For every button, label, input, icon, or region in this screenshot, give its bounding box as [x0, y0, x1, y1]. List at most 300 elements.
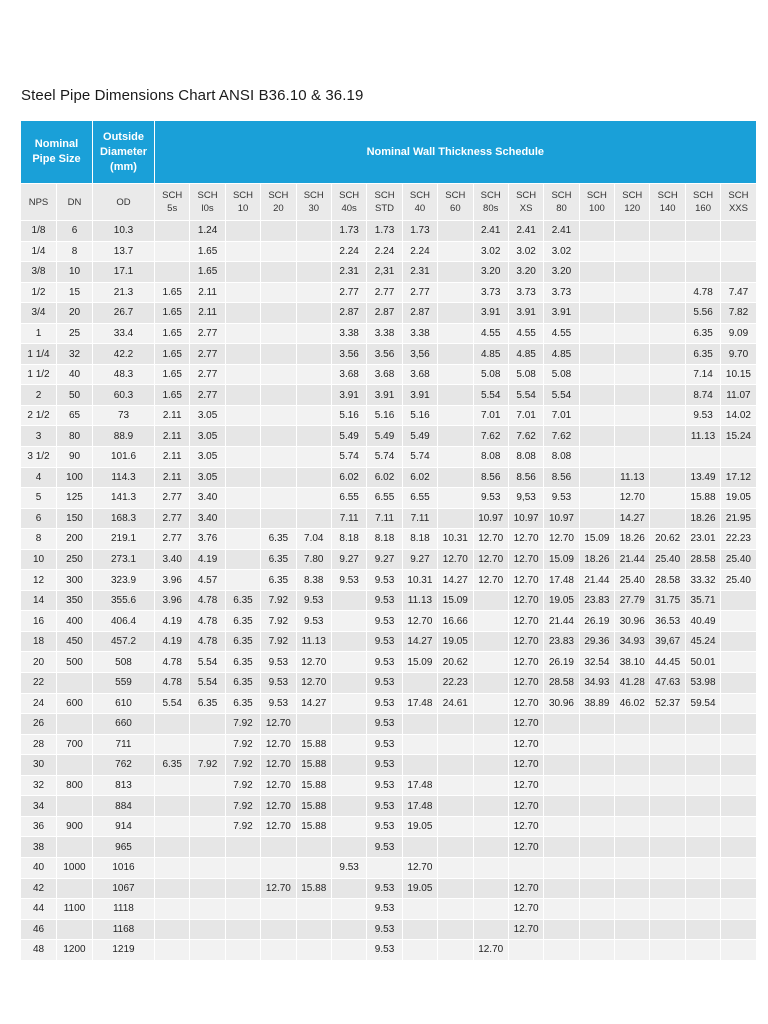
thickness-cell: 15.09 — [402, 652, 437, 673]
thickness-cell — [650, 344, 685, 365]
table-row — [21, 570, 757, 591]
thickness-cell — [615, 899, 650, 920]
thickness-cell: 15.88 — [296, 755, 331, 776]
thickness-cell — [579, 796, 614, 817]
thickness-cell — [225, 221, 260, 242]
thickness-cell: 3.96 — [155, 570, 190, 591]
dn-cell — [57, 755, 93, 776]
thickness-cell — [650, 405, 685, 426]
schedule-header-prefix: SCH — [162, 190, 183, 201]
dn-cell: 8 — [57, 241, 93, 262]
thickness-cell — [650, 899, 685, 920]
thickness-cell: 19.05 — [721, 488, 756, 509]
thickness-cell: 38.10 — [615, 652, 650, 673]
thickness-cell — [296, 447, 331, 468]
nps-cell: 1 1/4 — [21, 344, 57, 365]
thickness-cell: 10.97 — [473, 508, 508, 529]
thickness-cell: 7.11 — [367, 508, 402, 529]
thickness-cell — [438, 734, 473, 755]
thickness-cell: 9.70 — [721, 344, 756, 365]
thickness-cell: 7.92 — [261, 631, 296, 652]
thickness-cell: 9.53 — [685, 405, 720, 426]
schedule-header — [438, 184, 473, 221]
thickness-cell: 40.49 — [685, 611, 720, 632]
thickness-cell — [331, 919, 366, 940]
thickness-cell: 7.92 — [225, 796, 260, 817]
nps-cell: 1/8 — [21, 221, 57, 242]
thickness-cell — [615, 241, 650, 262]
thickness-cell: 9.53 — [367, 693, 402, 714]
nps-cell: 38 — [21, 837, 57, 858]
thickness-cell — [544, 816, 579, 837]
thickness-cell: 33.32 — [685, 570, 720, 591]
thickness-cell: 22.23 — [438, 673, 473, 694]
thickness-cell: 1.73 — [402, 221, 437, 242]
thickness-cell — [650, 426, 685, 447]
thickness-cell: 4.78 — [190, 611, 225, 632]
thickness-cell: 11.13 — [296, 631, 331, 652]
thickness-cell: 9.53 — [367, 570, 402, 591]
thickness-cell — [473, 714, 508, 735]
thickness-cell — [438, 837, 473, 858]
thickness-cell: 12.70 — [508, 796, 543, 817]
thickness-cell — [331, 611, 366, 632]
thickness-cell — [225, 241, 260, 262]
thickness-cell — [331, 590, 366, 611]
table-row — [21, 549, 757, 570]
thickness-cell — [685, 734, 720, 755]
thickness-cell: 14.27 — [438, 570, 473, 591]
thickness-cell: 6.02 — [367, 467, 402, 488]
thickness-cell: 12.70 — [508, 549, 543, 570]
thickness-cell — [615, 857, 650, 878]
nps-cell: 3 1/2 — [21, 447, 57, 468]
thickness-cell: 12.70 — [615, 488, 650, 509]
thickness-cell — [261, 467, 296, 488]
thickness-cell: 16.66 — [438, 611, 473, 632]
thickness-cell: 25.40 — [721, 549, 756, 570]
thickness-cell — [402, 837, 437, 858]
thickness-cell — [473, 611, 508, 632]
nps-cell: 8 — [21, 529, 57, 550]
thickness-cell — [579, 755, 614, 776]
dn-cell: 800 — [57, 775, 93, 796]
thickness-cell: 32.54 — [579, 652, 614, 673]
thickness-cell: 10.97 — [508, 508, 543, 529]
od-cell: 114.3 — [93, 467, 155, 488]
thickness-cell: 2.24 — [367, 241, 402, 262]
thickness-cell — [155, 775, 190, 796]
thickness-cell: 2.41 — [544, 221, 579, 242]
schedule-header — [225, 184, 260, 221]
table-row — [21, 796, 757, 817]
thickness-cell — [296, 919, 331, 940]
thickness-cell — [261, 262, 296, 283]
thickness-cell: 6.35 — [190, 693, 225, 714]
thickness-cell — [615, 775, 650, 796]
thickness-cell — [544, 857, 579, 878]
thickness-cell — [685, 262, 720, 283]
schedule-header — [508, 184, 543, 221]
thickness-cell — [650, 755, 685, 776]
thickness-cell: 2.77 — [367, 282, 402, 303]
dn-cell: 25 — [57, 323, 93, 344]
thickness-cell — [296, 940, 331, 961]
od-cell: 88.9 — [93, 426, 155, 447]
thickness-cell — [650, 303, 685, 324]
thickness-cell: 12.70 — [508, 570, 543, 591]
nps-cell: 48 — [21, 940, 57, 961]
table-row — [21, 385, 757, 406]
thickness-cell: 8.08 — [473, 447, 508, 468]
thickness-cell — [721, 940, 756, 961]
thickness-cell: 3.40 — [190, 488, 225, 509]
thickness-cell: 25.40 — [615, 570, 650, 591]
thickness-cell — [190, 899, 225, 920]
thickness-cell: 8.74 — [685, 385, 720, 406]
thickness-cell: 7.11 — [331, 508, 366, 529]
thickness-cell — [615, 919, 650, 940]
thickness-cell — [438, 221, 473, 242]
thickness-cell — [331, 734, 366, 755]
schedule-header — [261, 184, 296, 221]
thickness-cell: 24.61 — [438, 693, 473, 714]
nps-cell: 46 — [21, 919, 57, 940]
schedule-header-prefix: SCH — [409, 190, 430, 201]
dn-cell: 400 — [57, 611, 93, 632]
thickness-cell: 2.11 — [155, 405, 190, 426]
thickness-cell — [155, 899, 190, 920]
thickness-cell: 4.19 — [190, 549, 225, 570]
schedule-header-prefix: SCH — [516, 190, 537, 201]
thickness-cell: 14.27 — [615, 508, 650, 529]
od-cell: 610 — [93, 693, 155, 714]
table-row — [21, 878, 757, 899]
thickness-cell — [296, 714, 331, 735]
thickness-cell: 53.98 — [685, 673, 720, 694]
thickness-cell: 9.53 — [367, 940, 402, 961]
thickness-cell — [685, 755, 720, 776]
table-row — [21, 344, 757, 365]
thickness-cell — [650, 919, 685, 940]
thickness-cell: 12.70 — [261, 878, 296, 899]
thickness-cell — [721, 919, 756, 940]
thickness-cell — [331, 631, 366, 652]
thickness-cell: 12.70 — [402, 857, 437, 878]
thickness-cell — [579, 364, 614, 385]
thickness-cell — [579, 447, 614, 468]
thickness-cell — [261, 426, 296, 447]
dn-cell: 500 — [57, 652, 93, 673]
thickness-cell — [650, 816, 685, 837]
thickness-cell — [190, 796, 225, 817]
thickness-cell: 11.13 — [685, 426, 720, 447]
thickness-cell: 7.11 — [402, 508, 437, 529]
nps-cell: 14 — [21, 590, 57, 611]
thickness-cell: 5.16 — [331, 405, 366, 426]
table-row — [21, 816, 757, 837]
thickness-cell: 6.35 — [225, 590, 260, 611]
thickness-cell: 9.53 — [261, 693, 296, 714]
thickness-cell: 1.65 — [155, 282, 190, 303]
nps-cell: 26 — [21, 714, 57, 735]
od-cell: 965 — [93, 837, 155, 858]
thickness-cell: 4.78 — [685, 282, 720, 303]
thickness-cell: 5.08 — [508, 364, 543, 385]
thickness-cell: 2.77 — [331, 282, 366, 303]
thickness-cell — [685, 796, 720, 817]
thickness-cell — [721, 652, 756, 673]
thickness-cell: 12.70 — [508, 611, 543, 632]
od-cell: 406.4 — [93, 611, 155, 632]
thickness-cell: 15.88 — [296, 796, 331, 817]
thickness-cell — [438, 282, 473, 303]
thickness-cell — [544, 837, 579, 858]
thickness-cell: 3.38 — [331, 323, 366, 344]
thickness-cell — [685, 837, 720, 858]
dn-cell: 900 — [57, 816, 93, 837]
thickness-cell: 30.96 — [615, 611, 650, 632]
nps-cell: 44 — [21, 899, 57, 920]
od-cell: 660 — [93, 714, 155, 735]
thickness-cell — [261, 857, 296, 878]
thickness-cell: 9.53 — [367, 919, 402, 940]
thickness-cell: 9.53 — [544, 488, 579, 509]
thickness-cell: 12.70 — [473, 570, 508, 591]
thickness-cell — [225, 447, 260, 468]
schedule-header-prefix: SCH — [622, 190, 643, 201]
thickness-cell — [721, 221, 756, 242]
thickness-cell — [721, 796, 756, 817]
thickness-cell — [579, 282, 614, 303]
thickness-cell: 7.92 — [225, 714, 260, 735]
schedule-header — [579, 184, 614, 221]
thickness-cell: 1.65 — [155, 344, 190, 365]
thickness-cell — [225, 405, 260, 426]
thickness-cell — [190, 919, 225, 940]
thickness-cell: 2.11 — [155, 426, 190, 447]
thickness-cell: 12.70 — [261, 775, 296, 796]
nps-cell: 3/4 — [21, 303, 57, 324]
thickness-cell — [155, 878, 190, 899]
dn-cell: 80 — [57, 426, 93, 447]
thickness-cell: 3.68 — [402, 364, 437, 385]
thickness-cell — [473, 899, 508, 920]
thickness-cell: 6.35 — [225, 673, 260, 694]
thickness-cell — [615, 940, 650, 961]
dn-cell: 15 — [57, 282, 93, 303]
schedule-header-code: 100 — [588, 203, 605, 214]
thickness-cell — [438, 488, 473, 509]
thickness-cell: 6.55 — [331, 488, 366, 509]
thickness-cell — [650, 241, 685, 262]
schedule-header-code: 40s — [341, 203, 357, 214]
thickness-cell — [190, 940, 225, 961]
thickness-cell: 7.62 — [544, 426, 579, 447]
od-cell: 914 — [93, 816, 155, 837]
nps-cell: 3/8 — [21, 262, 57, 283]
thickness-cell: 4.55 — [508, 323, 543, 344]
thickness-cell — [650, 837, 685, 858]
od-cell: 101.6 — [93, 447, 155, 468]
thickness-cell — [579, 940, 614, 961]
thickness-cell: 3.91 — [331, 385, 366, 406]
nps-cell: 32 — [21, 775, 57, 796]
thickness-cell — [402, 734, 437, 755]
nps-cell: 22 — [21, 673, 57, 694]
table-row — [21, 405, 757, 426]
thickness-cell: 4.78 — [190, 590, 225, 611]
thickness-cell — [650, 221, 685, 242]
nps-cell: 6 — [21, 508, 57, 529]
thickness-cell: 4.78 — [190, 631, 225, 652]
thickness-cell — [331, 693, 366, 714]
thickness-cell: 12.70 — [296, 652, 331, 673]
thickness-cell: 11.07 — [721, 385, 756, 406]
thickness-cell: 9.27 — [402, 549, 437, 570]
table-row — [21, 303, 757, 324]
thickness-cell — [402, 899, 437, 920]
thickness-cell — [650, 508, 685, 529]
thickness-cell — [721, 755, 756, 776]
od-cell: 1168 — [93, 919, 155, 940]
thickness-cell — [615, 755, 650, 776]
dn-cell: 600 — [57, 693, 93, 714]
od-cell: 13.7 — [93, 241, 155, 262]
thickness-cell: 3.20 — [473, 262, 508, 283]
thickness-cell: 15.24 — [721, 426, 756, 447]
thickness-cell: 6.35 — [225, 652, 260, 673]
thickness-cell: 7.62 — [473, 426, 508, 447]
thickness-cell: 5.49 — [331, 426, 366, 447]
thickness-cell: 3.05 — [190, 426, 225, 447]
thickness-cell — [225, 426, 260, 447]
od-cell: 323.9 — [93, 570, 155, 591]
od-cell: 42.2 — [93, 344, 155, 365]
thickness-cell: 30.96 — [544, 693, 579, 714]
thickness-cell — [438, 241, 473, 262]
thickness-cell — [615, 447, 650, 468]
thickness-cell: 21.44 — [544, 611, 579, 632]
nps-cell: 12 — [21, 570, 57, 591]
thickness-cell: 5.74 — [367, 447, 402, 468]
thickness-cell: 3.91 — [367, 385, 402, 406]
table-row — [21, 693, 757, 714]
thickness-cell: 45.24 — [685, 631, 720, 652]
schedule-header — [473, 184, 508, 221]
schedule-header — [402, 184, 437, 221]
thickness-cell — [225, 364, 260, 385]
thickness-cell — [225, 837, 260, 858]
table-row — [21, 508, 757, 529]
dn-cell: 6 — [57, 221, 93, 242]
thickness-cell — [225, 508, 260, 529]
thickness-cell: 18.26 — [615, 529, 650, 550]
thickness-cell: 3.40 — [155, 549, 190, 570]
thickness-cell — [508, 940, 543, 961]
schedule-header — [190, 184, 225, 221]
thickness-cell — [331, 652, 366, 673]
thickness-cell: 12.70 — [508, 529, 543, 550]
thickness-cell: 4.19 — [155, 611, 190, 632]
thickness-cell: 6.35 — [225, 611, 260, 632]
nps-cell: 1 — [21, 323, 57, 344]
thickness-cell: 5.54 — [508, 385, 543, 406]
thickness-cell — [579, 405, 614, 426]
thickness-cell — [438, 405, 473, 426]
od-cell: 813 — [93, 775, 155, 796]
thickness-cell: 15.09 — [438, 590, 473, 611]
thickness-cell: 3.91 — [544, 303, 579, 324]
thickness-cell — [296, 857, 331, 878]
thickness-cell — [615, 344, 650, 365]
thickness-cell: 3.56 — [331, 344, 366, 365]
table-row — [21, 426, 757, 447]
dn-cell — [57, 878, 93, 899]
thickness-cell — [438, 857, 473, 878]
thickness-cell — [296, 488, 331, 509]
thickness-cell — [261, 221, 296, 242]
thickness-cell — [473, 837, 508, 858]
thickness-cell: 7.92 — [225, 775, 260, 796]
thickness-cell — [685, 940, 720, 961]
thickness-cell: 2,31 — [367, 262, 402, 283]
thickness-cell — [331, 775, 366, 796]
thickness-cell: 12.70 — [508, 590, 543, 611]
thickness-cell: 12.70 — [261, 714, 296, 735]
thickness-cell: 18.26 — [685, 508, 720, 529]
table-row — [21, 673, 757, 694]
thickness-cell — [650, 714, 685, 735]
thickness-cell — [261, 385, 296, 406]
dn-cell: 65 — [57, 405, 93, 426]
thickness-cell: 6.35 — [225, 631, 260, 652]
thickness-cell: 2.77 — [155, 529, 190, 550]
thickness-cell: 2.11 — [155, 467, 190, 488]
schedule-header-code: 80 — [556, 203, 567, 214]
thickness-cell: 3.05 — [190, 447, 225, 468]
thickness-cell — [721, 631, 756, 652]
thickness-cell: 3,56 — [402, 344, 437, 365]
table-row — [21, 590, 757, 611]
thickness-cell: 17.12 — [721, 467, 756, 488]
nps-cell: 2 — [21, 385, 57, 406]
thickness-cell: 7.92 — [261, 590, 296, 611]
schedule-header-code: 120 — [624, 203, 641, 214]
thickness-cell: 8.08 — [544, 447, 579, 468]
thickness-cell: 7.01 — [473, 405, 508, 426]
schedule-header-code: XS — [519, 203, 533, 214]
thickness-cell: 7.01 — [544, 405, 579, 426]
thickness-cell: 6.55 — [402, 488, 437, 509]
thickness-cell: 11.13 — [402, 590, 437, 611]
thickness-cell — [579, 816, 614, 837]
schedule-header-code: 160 — [695, 203, 711, 214]
thickness-cell: 2.77 — [155, 508, 190, 529]
thickness-cell — [155, 857, 190, 878]
thickness-cell: 27.79 — [615, 590, 650, 611]
thickness-cell — [190, 714, 225, 735]
thickness-cell — [155, 221, 190, 242]
nps-cell: 1/4 — [21, 241, 57, 262]
thickness-cell — [296, 426, 331, 447]
thickness-cell — [721, 714, 756, 735]
thickness-cell: 9.53 — [473, 488, 508, 509]
thickness-cell — [155, 734, 190, 755]
thickness-cell — [438, 899, 473, 920]
thickness-cell: 13.49 — [685, 467, 720, 488]
thickness-cell — [331, 714, 366, 735]
